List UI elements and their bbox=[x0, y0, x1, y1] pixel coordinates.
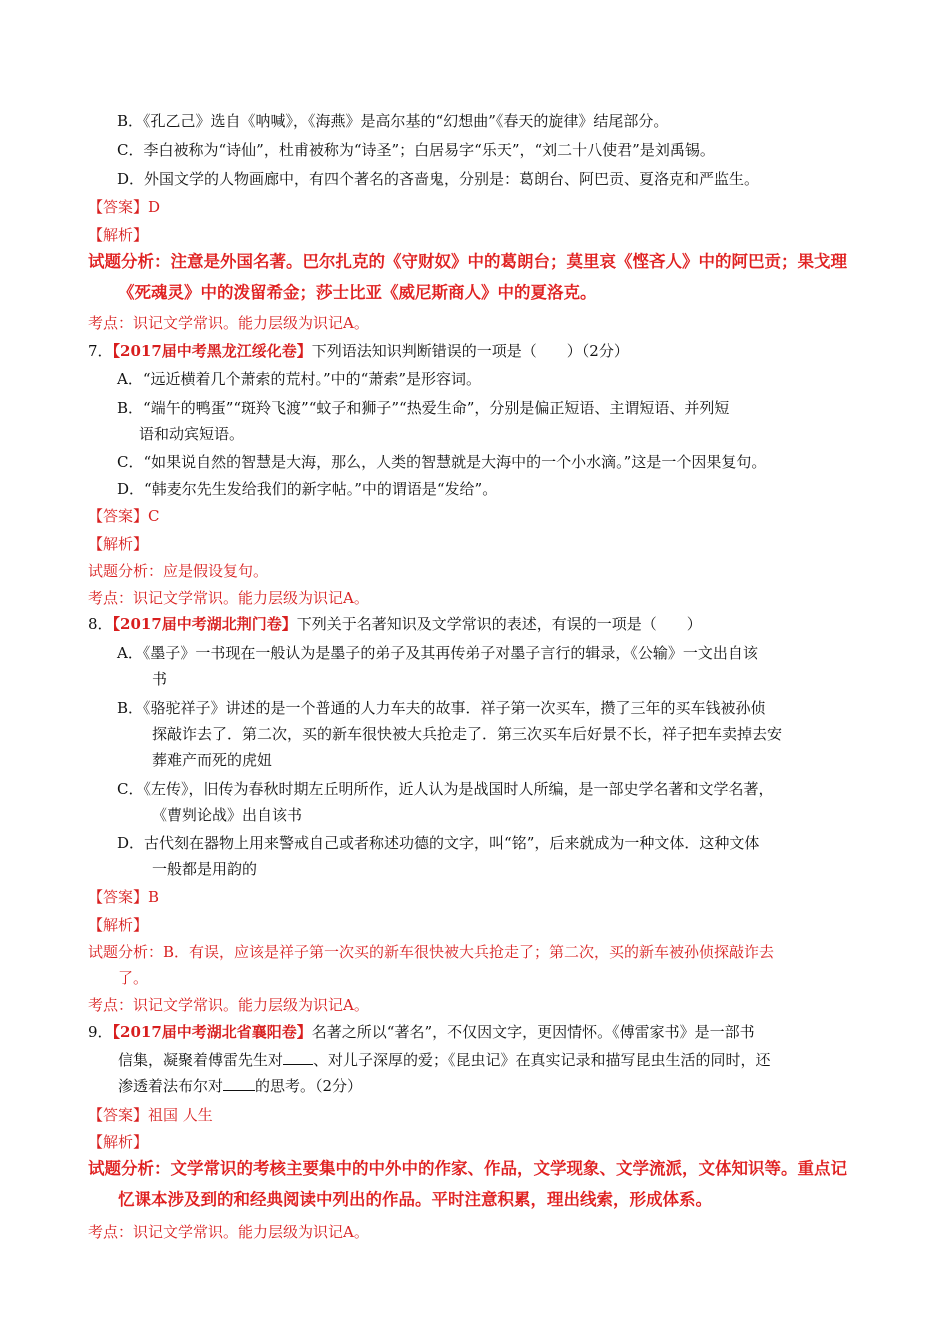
q8-option-b-line-1: B．《骆驼祥子》讲述的是一个普通的人力车夫的故事．祥子第一次买车，攒了三年的买车钱被孙侦 bbox=[117, 699, 766, 717]
q6-analysis-detail-1: 试题分析：注意是外国名著。巴尔扎克的《守财奴》中的葛朗台；莫里哀《悭吝人》中的阿巴贡；果戈理 bbox=[88, 252, 847, 271]
q9-answer: 【答案】祖国 人生 bbox=[88, 1106, 213, 1124]
q8-option-b-line-3: 葬难产而死的虎妞 bbox=[152, 751, 273, 769]
q6-option-d: D．外国文学的人物画廊中，有四个著名的吝啬鬼，分别是：葛朗台、阿巴贡、夏洛克和严监生。 bbox=[117, 170, 760, 188]
q9-knowledge-point: 考点：识记文学常识。能力层级为识记A。 bbox=[88, 1223, 369, 1241]
q9-stem-text-2b: 、对儿子深厚的爱；《昆虫记》在真实记录和描写昆虫生活的同时，还 bbox=[313, 1051, 771, 1069]
q8-analysis-detail-1: 试题分析：B．有误，应该是祥子第一次买的新车很快被大兵抢走了；第二次，买的新车被孙侦探敲诈去 bbox=[88, 943, 775, 961]
q8-source: 【2017届中考湖北荆门卷】 bbox=[112, 615, 297, 633]
q9-stem-text-2a: 信集，凝聚着傅雷先生对 bbox=[118, 1051, 284, 1069]
q8-option-d-line-2: 一般都是用韵的 bbox=[152, 860, 258, 878]
q7-knowledge-point: 考点：识记文学常识。能力层级为识记A。 bbox=[88, 589, 369, 607]
q8-option-c-line-2: 《曹刿论战》出自该书 bbox=[152, 806, 303, 824]
q8-stem-text: 下列关于名著知识及文学常识的表述，有误的一项是（ ） bbox=[296, 615, 702, 633]
q7-stem-text: 下列语法知识判断错误的一项是（ ）（2分） bbox=[311, 342, 629, 360]
q8-analysis-detail-2: 了。 bbox=[118, 969, 149, 987]
q8-option-d-line-1: D．古代刻在器物上用来警戒自己或者称述功德的文字，叫“铭”，后来就成为一种文体．这种文体 bbox=[117, 834, 760, 852]
q7-answer: 【答案】C bbox=[88, 507, 160, 525]
q7-source: 【2017届中考黑龙江绥化卷】 bbox=[112, 342, 312, 360]
q7-option-c: C．“如果说自然的智慧是大海，那么，人类的智慧就是大海中的一个小水滴。”这是一个因果复句。 bbox=[117, 453, 767, 471]
q8-option-c-line-1: C．《左传》，旧传为春秋时期左丘明所作，近人认为是战国时人所编，是一部史学名著和文学名著， bbox=[117, 780, 774, 798]
q9-stem-line-3 bbox=[118, 1075, 362, 1097]
q7-option-d: D．“韩麦尔先生发给我们的新字帖。”中的谓语是“发给”。 bbox=[117, 480, 498, 498]
q9-stem-line-1 bbox=[88, 1021, 755, 1043]
q8-option-b-line-2: 探敲诈去了．第二次，买的新车很快被大兵抢走了．第三次买车后好景不长，祥子把车卖掉去安 bbox=[152, 725, 783, 743]
q7-number: 7． bbox=[88, 342, 113, 360]
q7-option-b-line-2: 语和动宾短语。 bbox=[139, 425, 245, 443]
q8-knowledge-point: 考点：识记文学常识。能力层级为识记A。 bbox=[88, 996, 369, 1014]
q9-stem-text-3b: 的思考。（2分） bbox=[255, 1077, 363, 1095]
q6-analysis-label: 【解析】 bbox=[88, 226, 149, 244]
q9-blank-2[interactable] bbox=[223, 1076, 255, 1091]
q6-option-c: C．李白被称为“诗仙”，杜甫被称为“诗圣”；白居易字“乐天”，“刘二十八使君”是刘禹锡。 bbox=[117, 141, 715, 159]
q9-number: 9． bbox=[88, 1023, 113, 1041]
q8-answer: 【答案】B bbox=[88, 888, 160, 906]
q6-knowledge-point: 考点：识记文学常识。能力层级为识记A。 bbox=[88, 314, 369, 332]
q6-answer: 【答案】D bbox=[88, 198, 161, 216]
q9-stem-text-3a: 渗透着法布尔对 bbox=[118, 1077, 224, 1095]
q7-stem bbox=[88, 340, 629, 362]
q7-analysis-label: 【解析】 bbox=[88, 535, 149, 553]
q8-stem bbox=[88, 613, 702, 635]
q9-stem-text-1: 名著之所以“著名”，不仅因文字，更因情怀。《傅雷家书》是一部书 bbox=[311, 1023, 755, 1041]
q8-analysis-label: 【解析】 bbox=[88, 916, 149, 934]
q6-analysis-detail-2: 《死魂灵》中的泼留希金；莎士比亚《威尼斯商人》中的夏洛克。 bbox=[118, 283, 597, 302]
q9-analysis-detail-2: 忆课本涉及到的和经典阅读中列出的作品。平时注意积累，理出线索，形成体系。 bbox=[118, 1190, 712, 1209]
q9-source: 【2017届中考湖北省襄阳卷】 bbox=[112, 1023, 312, 1041]
q7-option-b-line-1: B．“端午的鸭蛋”“斑羚飞渡”“蚊子和狮子”“热爱生命”，分别是偏正短语、主谓短语、并列短 bbox=[117, 399, 730, 417]
q9-analysis-label: 【解析】 bbox=[88, 1133, 149, 1151]
q7-analysis-detail: 试题分析：应是假设复句。 bbox=[88, 562, 269, 580]
q8-option-a-line-1: A．《墨子》一书现在一般认为是墨子的弟子及其再传弟子对墨子言行的辑录，《公输》一文出自该 bbox=[117, 644, 758, 662]
q9-blank-1[interactable] bbox=[283, 1050, 313, 1065]
q7-option-a: A．“远近横着几个萧索的荒村。”中的“萧索”是形容词。 bbox=[117, 370, 482, 388]
q8-number: 8． bbox=[88, 615, 113, 633]
q9-analysis-detail-1: 试题分析：文学常识的考核主要集中的中外中的作家、作品，文学现象、文学流派，文体知识等。重点记 bbox=[88, 1159, 847, 1178]
q6-option-b: B．《孔乙己》选自《呐喊》，《海燕》是高尔基的“幻想曲”《春天的旋律》结尾部分。 bbox=[117, 112, 669, 130]
q8-option-a-line-2: 书 bbox=[152, 670, 168, 688]
q9-stem-line-2 bbox=[118, 1049, 771, 1071]
